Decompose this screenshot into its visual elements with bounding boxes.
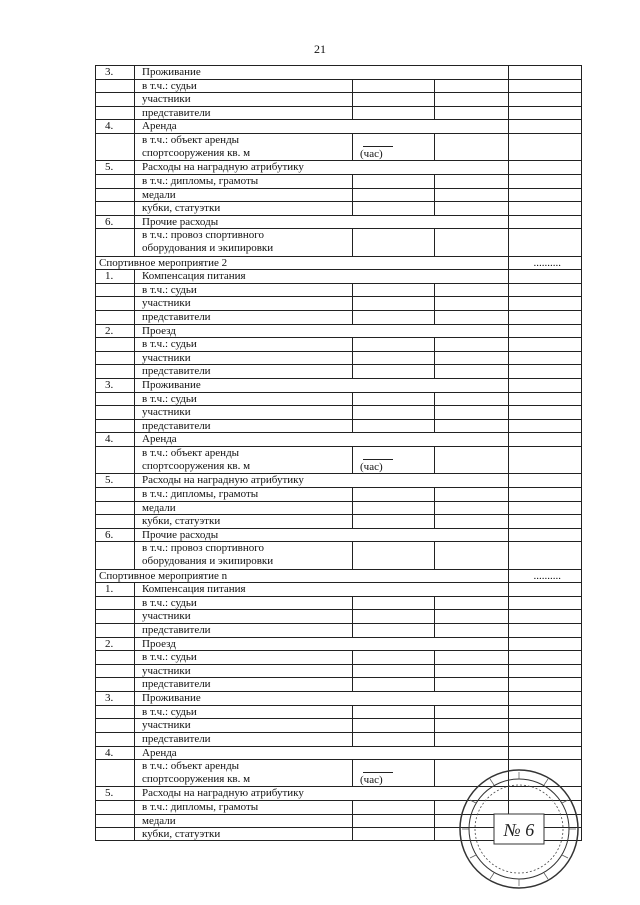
item-row — [95, 582, 582, 596]
item-number: 4. — [105, 120, 114, 133]
item-row — [95, 637, 582, 651]
table-cell — [134, 420, 135, 433]
item-number: 2. — [105, 637, 114, 650]
table-cell — [134, 284, 135, 297]
table-cell — [352, 542, 353, 568]
table-cell — [352, 610, 353, 623]
table-cell — [434, 93, 435, 106]
item-label: Проезд — [142, 637, 176, 650]
table-cell — [134, 270, 135, 283]
table-cell — [134, 120, 135, 133]
table-cell — [134, 474, 135, 487]
table-cell — [134, 107, 135, 120]
table-cell — [134, 597, 135, 610]
table-cell — [134, 134, 135, 160]
table-cell — [352, 202, 353, 215]
page-number: 21 — [314, 42, 326, 56]
table-cell — [134, 216, 135, 229]
item-row — [95, 691, 582, 705]
table-cell — [508, 747, 509, 760]
item-number: 3. — [105, 379, 114, 392]
section-title: Спортивное мероприятие n — [99, 569, 228, 582]
other-equipment-label: оборудования и экипировки — [142, 242, 274, 255]
sub-row — [95, 718, 582, 732]
placeholder-dots: .......... — [533, 569, 561, 582]
table-cell — [508, 597, 509, 610]
stamp-number: № 6 — [503, 820, 535, 840]
sub-item-label: кубки, статуэтки — [142, 515, 221, 528]
table-cell — [508, 624, 509, 637]
table-cell — [352, 284, 353, 297]
table-cell — [508, 175, 509, 188]
item-label: Проживание — [142, 66, 201, 78]
table-cell — [508, 161, 509, 174]
table-cell — [508, 692, 509, 705]
item-row — [95, 324, 582, 338]
section-header-row — [95, 256, 582, 270]
table-cell — [508, 229, 509, 255]
table-cell — [134, 815, 135, 828]
table-cell — [434, 706, 435, 719]
table-cell — [434, 624, 435, 637]
table-cell — [134, 787, 135, 800]
other-transport-label: в т.ч.: провоз спортивного — [142, 229, 264, 242]
table-cell — [434, 651, 435, 664]
table-cell — [134, 406, 135, 419]
table-cell — [134, 93, 135, 106]
item-label: Компенсация питания — [142, 270, 246, 283]
rent-object-label: в т.ч.: объект аренды — [142, 134, 240, 147]
sub-item-label: участники — [142, 719, 191, 732]
table-cell — [352, 189, 353, 202]
table-cell — [508, 515, 509, 528]
table-cell — [508, 189, 509, 202]
sub-row — [95, 92, 582, 106]
table-cell — [508, 610, 509, 623]
table-cell — [352, 678, 353, 691]
sub-item-label: участники — [142, 297, 191, 310]
table-cell — [434, 610, 435, 623]
table-cell — [508, 420, 509, 433]
sub-item-label: в т.ч.: судьи — [142, 283, 197, 296]
table-cell — [134, 692, 135, 705]
sub-row — [95, 405, 582, 419]
sub-row — [95, 419, 582, 433]
item-number: 2. — [105, 324, 114, 337]
table-cell — [134, 433, 135, 446]
table-cell — [352, 352, 353, 365]
other-row — [95, 541, 582, 568]
item-row — [95, 160, 582, 174]
table-cell — [434, 80, 435, 93]
rent-object-label: в т.ч.: объект аренды — [142, 447, 240, 460]
table-cell — [134, 502, 135, 515]
sub-item-label: в т.ч.: судьи — [142, 651, 197, 664]
table-cell — [352, 624, 353, 637]
table-cell — [134, 529, 135, 542]
table-cell — [134, 80, 135, 93]
sub-row — [95, 623, 582, 637]
table-cell — [508, 393, 509, 406]
sub-row — [95, 106, 582, 120]
table-cell — [508, 365, 509, 378]
table-cell — [508, 719, 509, 732]
sub-row — [95, 174, 582, 188]
item-row — [95, 269, 582, 283]
table-cell — [434, 815, 435, 828]
table-cell — [352, 107, 353, 120]
table-cell — [508, 379, 509, 392]
item-number: 5. — [105, 787, 114, 800]
table-cell — [352, 651, 353, 664]
table-cell — [508, 66, 509, 79]
table-cell — [352, 447, 353, 473]
hour-unit-label: (час) — [360, 148, 383, 160]
table-cell — [352, 488, 353, 501]
table-cell — [352, 515, 353, 528]
table-cell — [508, 297, 509, 310]
table-cell — [134, 733, 135, 746]
table-cell — [434, 229, 435, 255]
table-cell — [434, 515, 435, 528]
sub-row — [95, 310, 582, 324]
sub-row — [95, 79, 582, 93]
table-cell — [508, 678, 509, 691]
table-cell — [434, 175, 435, 188]
table-cell — [134, 542, 135, 568]
table-cell — [134, 706, 135, 719]
table-cell — [434, 189, 435, 202]
table-cell — [434, 365, 435, 378]
table-cell — [508, 270, 509, 283]
table-cell — [352, 706, 353, 719]
hour-overline — [363, 459, 393, 460]
item-number: 5. — [105, 161, 114, 174]
table-cell — [434, 665, 435, 678]
hour-unit-label: (час) — [360, 774, 383, 786]
table-cell — [134, 665, 135, 678]
item-number: 4. — [105, 433, 114, 446]
hour-overline — [363, 146, 393, 147]
table-cell — [434, 406, 435, 419]
sub-row — [95, 392, 582, 406]
table-cell — [508, 311, 509, 324]
sub-item-label: представители — [142, 365, 211, 378]
table-cell — [434, 297, 435, 310]
table-cell — [508, 665, 509, 678]
sub-row — [95, 650, 582, 664]
rent-row — [95, 133, 582, 160]
table-cell — [434, 134, 435, 160]
item-label: Проживание — [142, 692, 201, 705]
item-label: Аренда — [142, 120, 177, 133]
sub-item-label: в т.ч.: судьи — [142, 79, 197, 92]
table-cell — [434, 801, 435, 814]
sub-row — [95, 351, 582, 365]
table-cell — [352, 502, 353, 515]
sub-item-label: медали — [142, 188, 176, 201]
table-cell — [508, 542, 509, 568]
section-header-row — [95, 569, 582, 583]
table-cell — [134, 338, 135, 351]
table-cell — [134, 651, 135, 664]
sub-row — [95, 283, 582, 297]
table-cell — [352, 597, 353, 610]
table-cell — [134, 638, 135, 651]
table-cell — [134, 365, 135, 378]
sub-item-label: участники — [142, 406, 191, 419]
rent-object-label: в т.ч.: объект аренды — [142, 760, 240, 773]
table-cell — [352, 801, 353, 814]
table-cell — [352, 297, 353, 310]
item-number: 6. — [105, 215, 114, 228]
item-label: Расходы на наградную атрибутику — [142, 787, 304, 800]
table-cell — [508, 120, 509, 133]
table-cell — [508, 107, 509, 120]
rent-area-label: спортсооружения кв. м — [142, 460, 251, 473]
table-cell — [434, 719, 435, 732]
sub-item-label: участники — [142, 93, 191, 106]
sub-item-label: в т.ч.: судьи — [142, 705, 197, 718]
table-cell — [134, 393, 135, 406]
item-label: Проживание — [142, 379, 201, 392]
table-cell — [508, 352, 509, 365]
table-cell — [434, 733, 435, 746]
table-cell — [508, 474, 509, 487]
table-cell — [508, 93, 509, 106]
table-cell — [134, 610, 135, 623]
sub-item-label: медали — [142, 501, 176, 514]
item-number: 1. — [105, 583, 114, 596]
sub-row — [95, 188, 582, 202]
sub-item-label: в т.ч.: судьи — [142, 338, 197, 351]
sub-item-label: в т.ч.: дипломы, грамоты — [142, 800, 259, 813]
sub-row — [95, 296, 582, 310]
table-cell — [134, 747, 135, 760]
item-row — [95, 65, 582, 79]
table-cell — [134, 488, 135, 501]
table-cell — [134, 202, 135, 215]
table-cell — [434, 202, 435, 215]
sub-row — [95, 732, 582, 746]
sub-item-label: в т.ч.: дипломы, грамоты — [142, 487, 259, 500]
table-cell — [134, 66, 135, 79]
item-label: Прочие расходы — [142, 528, 219, 541]
sub-row — [95, 487, 582, 501]
sub-item-label: представители — [142, 106, 211, 119]
item-row — [95, 746, 582, 760]
table-cell — [134, 515, 135, 528]
table-cell — [352, 665, 353, 678]
table-cell — [134, 760, 135, 786]
sub-item-label: в т.ч.: дипломы, грамоты — [142, 174, 259, 187]
table-cell — [434, 284, 435, 297]
table-cell — [134, 719, 135, 732]
table-cell — [134, 624, 135, 637]
other-row — [95, 228, 582, 255]
item-row — [95, 528, 582, 542]
table-cell — [134, 229, 135, 255]
sub-item-label: представители — [142, 678, 211, 691]
table-cell — [508, 583, 509, 596]
other-transport-label: в т.ч.: провоз спортивного — [142, 542, 264, 555]
table-cell — [508, 529, 509, 542]
table-cell — [352, 134, 353, 160]
sub-item-label: в т.ч.: судьи — [142, 596, 197, 609]
table-cell — [134, 801, 135, 814]
item-number: 1. — [105, 270, 114, 283]
item-row — [95, 473, 582, 487]
table-cell — [434, 393, 435, 406]
table-cell — [352, 338, 353, 351]
rent-row — [95, 446, 582, 473]
table-cell — [434, 760, 435, 786]
item-row — [95, 378, 582, 392]
table-cell — [134, 583, 135, 596]
other-equipment-label: оборудования и экипировки — [142, 555, 274, 568]
table-cell — [134, 352, 135, 365]
table-cell — [352, 175, 353, 188]
table-cell — [434, 542, 435, 568]
table-cell — [508, 80, 509, 93]
sub-item-label: участники — [142, 351, 191, 364]
sub-row — [95, 514, 582, 528]
rent-area-label: спортсооружения кв. м — [142, 773, 251, 786]
item-number: 3. — [105, 66, 114, 78]
item-label: Проезд — [142, 324, 176, 337]
sub-row — [95, 705, 582, 719]
table-cell — [508, 502, 509, 515]
table-cell — [352, 828, 353, 840]
table-cell — [434, 107, 435, 120]
table-cell — [134, 678, 135, 691]
table-cell — [508, 733, 509, 746]
table-cell — [508, 257, 509, 270]
table-cell — [434, 420, 435, 433]
official-seal-stamp — [458, 768, 580, 890]
sub-item-label: представители — [142, 624, 211, 637]
sub-row — [95, 609, 582, 623]
table-cell — [508, 202, 509, 215]
table-cell — [434, 447, 435, 473]
table-cell — [352, 733, 353, 746]
sub-item-label: участники — [142, 664, 191, 677]
table-cell — [134, 297, 135, 310]
sub-item-label: представители — [142, 311, 211, 323]
item-number: 5. — [105, 474, 114, 487]
sub-item-label: кубки, статуэтки — [142, 828, 221, 841]
hour-unit-label: (час) — [360, 461, 383, 473]
table-cell — [134, 379, 135, 392]
table-cell — [352, 815, 353, 828]
table-cell — [352, 229, 353, 255]
item-label: Аренда — [142, 433, 177, 446]
table-cell — [352, 93, 353, 106]
item-number: 4. — [105, 746, 114, 759]
table-cell — [352, 406, 353, 419]
sub-item-label: представители — [142, 419, 211, 432]
table-cell — [508, 134, 509, 160]
table-cell — [508, 216, 509, 229]
table-cell — [434, 828, 435, 840]
table-cell — [434, 678, 435, 691]
sub-item-label: в т.ч.: судьи — [142, 392, 197, 405]
placeholder-dots: .......... — [533, 256, 561, 269]
table-cell — [508, 638, 509, 651]
table-cell — [434, 311, 435, 324]
table-cell — [508, 325, 509, 338]
item-label: Аренда — [142, 746, 177, 759]
table-cell — [508, 570, 509, 583]
section-title: Спортивное мероприятие 2 — [99, 256, 228, 269]
sub-row — [95, 596, 582, 610]
table-cell — [352, 760, 353, 786]
sub-row — [95, 677, 582, 691]
sub-row — [95, 501, 582, 515]
item-number: 3. — [105, 692, 114, 705]
table-cell — [508, 433, 509, 446]
table-cell — [434, 352, 435, 365]
sub-item-label: участники — [142, 610, 191, 623]
sub-row — [95, 364, 582, 378]
table-cell — [352, 311, 353, 324]
table-cell — [352, 719, 353, 732]
hour-overline — [363, 772, 393, 773]
item-row — [95, 215, 582, 229]
sub-row — [95, 664, 582, 678]
item-number: 6. — [105, 528, 114, 541]
table-cell — [434, 502, 435, 515]
table-cell — [508, 338, 509, 351]
table-cell — [134, 175, 135, 188]
table-cell — [134, 325, 135, 338]
table-cell — [352, 365, 353, 378]
table-cell — [508, 406, 509, 419]
rent-area-label: спортсооружения кв. м — [142, 147, 251, 160]
table-cell — [134, 161, 135, 174]
table-cell — [508, 488, 509, 501]
sub-row — [95, 337, 582, 351]
item-label: Расходы на наградную атрибутику — [142, 161, 304, 174]
table-cell — [434, 488, 435, 501]
table-cell — [508, 284, 509, 297]
sub-item-label: медали — [142, 814, 176, 827]
budget-table — [95, 65, 582, 841]
item-label: Прочие расходы — [142, 215, 219, 228]
item-label: Компенсация питания — [142, 583, 246, 596]
sub-row — [95, 201, 582, 215]
table-cell — [352, 80, 353, 93]
table-cell — [134, 311, 135, 324]
table-cell — [508, 706, 509, 719]
table-cell — [134, 189, 135, 202]
table-cell — [434, 338, 435, 351]
table-cell — [352, 393, 353, 406]
item-label: Расходы на наградную атрибутику — [142, 474, 304, 487]
table-cell — [352, 420, 353, 433]
item-row — [95, 119, 582, 133]
table-cell — [508, 447, 509, 473]
table-cell — [434, 597, 435, 610]
sub-item-label: представители — [142, 732, 211, 745]
table-cell — [134, 447, 135, 473]
item-row — [95, 432, 582, 446]
sub-item-label: кубки, статуэтки — [142, 202, 221, 215]
table-cell — [508, 651, 509, 664]
table-cell — [134, 828, 135, 840]
